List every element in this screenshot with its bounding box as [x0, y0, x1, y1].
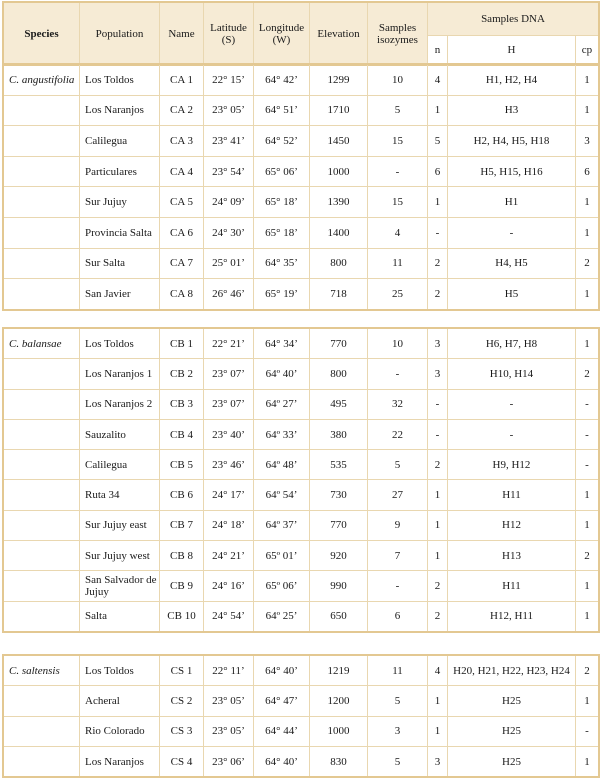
samples-isozymes-cell: 5 [368, 686, 428, 716]
latitude-cell: 24° 16’ [204, 571, 254, 601]
name-cell: CB 2 [160, 359, 204, 389]
species-cell [4, 571, 80, 601]
species-cell [4, 248, 80, 279]
longitude-cell: 64º 27’ [254, 389, 310, 419]
species-cell [4, 279, 80, 310]
table-row [4, 510, 599, 540]
species-cell [4, 389, 80, 419]
species-cell [4, 746, 80, 776]
table-row [4, 450, 599, 480]
population-cell: Los Naranjos [80, 746, 160, 776]
dna-h-cell: H25 [448, 716, 576, 746]
elevation-cell: 1000 [310, 156, 368, 187]
elevation-cell: 920 [310, 541, 368, 571]
dna-cp-cell: 1 [576, 480, 599, 510]
latitude-cell: 23° 06’ [204, 746, 254, 776]
longitude-cell: 64º 40’ [254, 359, 310, 389]
name-cell: CS 1 [160, 656, 204, 686]
elevation-cell: 1390 [310, 187, 368, 218]
name-cell: CA 4 [160, 156, 204, 187]
population-cell: Calilegua [80, 450, 160, 480]
elevation-cell: 1400 [310, 217, 368, 248]
latitude-cell: 24° 18’ [204, 510, 254, 540]
dna-n-cell: 2 [428, 601, 448, 631]
longitude-cell: 64° 52’ [254, 126, 310, 157]
dna-n-cell: 3 [428, 746, 448, 776]
header-longitude: Longitude (W) [254, 3, 310, 65]
dna-n-cell: 1 [428, 716, 448, 746]
species-cell [4, 359, 80, 389]
species-cell: C. angustifolia [4, 65, 80, 96]
elevation-cell: 495 [310, 389, 368, 419]
species-cell [4, 126, 80, 157]
latitude-cell: 24° 21’ [204, 541, 254, 571]
samples-isozymes-cell: 11 [368, 656, 428, 686]
name-cell: CB 1 [160, 329, 204, 359]
longitude-cell: 64° 40’ [254, 656, 310, 686]
latitude-cell: 23° 05’ [204, 95, 254, 126]
samples-isozymes-cell: - [368, 156, 428, 187]
dna-h-cell: H1, H2, H4 [448, 65, 576, 96]
latitude-cell: 23° 05’ [204, 686, 254, 716]
table-row [4, 480, 599, 510]
population-cell: Los Naranjos 2 [80, 389, 160, 419]
dna-h-cell: H13 [448, 541, 576, 571]
samples-isozymes-cell: 7 [368, 541, 428, 571]
elevation-cell: 770 [310, 329, 368, 359]
dna-n-cell: 1 [428, 510, 448, 540]
elevation-cell: 830 [310, 746, 368, 776]
samples-isozymes-cell: 4 [368, 217, 428, 248]
table-row [4, 65, 599, 96]
table-row [4, 126, 599, 157]
samples-isozymes-cell: 6 [368, 601, 428, 631]
samples-isozymes-cell: - [368, 571, 428, 601]
name-cell: CA 5 [160, 187, 204, 218]
longitude-cell: 65º 06’ [254, 571, 310, 601]
longitude-cell: 64° 51’ [254, 95, 310, 126]
dna-h-cell: - [448, 419, 576, 449]
latitude-cell: 23° 07’ [204, 359, 254, 389]
dna-n-cell: - [428, 389, 448, 419]
dna-n-cell: 2 [428, 450, 448, 480]
population-cell: Sur Jujuy west [80, 541, 160, 571]
header-species: Species [4, 3, 80, 65]
dna-n-cell: 1 [428, 480, 448, 510]
longitude-cell: 64° 35’ [254, 248, 310, 279]
latitude-cell: 24° 30’ [204, 217, 254, 248]
header-n: n [428, 36, 448, 65]
longitude-cell: 64º 37’ [254, 510, 310, 540]
samples-isozymes-cell: - [368, 359, 428, 389]
name-cell: CA 1 [160, 65, 204, 96]
dna-h-cell: H12, H11 [448, 601, 576, 631]
elevation-cell: 1299 [310, 65, 368, 96]
table-row [4, 656, 599, 686]
species-cell [4, 686, 80, 716]
population-cell: Sur Salta [80, 248, 160, 279]
elevation-cell: 1200 [310, 686, 368, 716]
table-row [4, 217, 599, 248]
population-cell: Ruta 34 [80, 480, 160, 510]
population-cell: Sauzalito [80, 419, 160, 449]
dna-cp-cell: 1 [576, 510, 599, 540]
elevation-cell: 990 [310, 571, 368, 601]
species-cell [4, 601, 80, 631]
name-cell: CA 2 [160, 95, 204, 126]
samples-isozymes-cell: 5 [368, 95, 428, 126]
latitude-cell: 23° 40’ [204, 419, 254, 449]
dna-n-cell: 1 [428, 95, 448, 126]
dna-cp-cell: - [576, 450, 599, 480]
samples-isozymes-cell: 15 [368, 126, 428, 157]
dna-cp-cell: 1 [576, 601, 599, 631]
elevation-cell: 1710 [310, 95, 368, 126]
dna-cp-cell: 1 [576, 95, 599, 126]
longitude-cell: 65º 01’ [254, 541, 310, 571]
header-name: Name [160, 3, 204, 65]
samples-isozymes-cell: 5 [368, 450, 428, 480]
dna-cp-cell: 2 [576, 359, 599, 389]
latitude-cell: 23° 07’ [204, 389, 254, 419]
table-row [4, 329, 599, 359]
dna-cp-cell: 1 [576, 187, 599, 218]
longitude-cell: 64º 54’ [254, 480, 310, 510]
group-table-angustifolia [3, 64, 599, 310]
longitude-cell: 65° 18’ [254, 217, 310, 248]
elevation-cell: 1000 [310, 716, 368, 746]
name-cell: CS 4 [160, 746, 204, 776]
elevation-cell: 380 [310, 419, 368, 449]
dna-cp-cell: 3 [576, 126, 599, 157]
latitude-cell: 22° 21’ [204, 329, 254, 359]
population-cell: Los Naranjos 1 [80, 359, 160, 389]
dna-n-cell: 2 [428, 248, 448, 279]
dna-cp-cell: 6 [576, 156, 599, 187]
dna-cp-cell: 1 [576, 217, 599, 248]
elevation-cell: 800 [310, 248, 368, 279]
population-cell: Los Toldos [80, 329, 160, 359]
dna-h-cell: H9, H12 [448, 450, 576, 480]
species-cell [4, 480, 80, 510]
name-cell: CB 7 [160, 510, 204, 540]
name-cell: CB 5 [160, 450, 204, 480]
dna-h-cell: H11 [448, 571, 576, 601]
header-samples-dna: Samples DNA [428, 3, 599, 36]
table-row [4, 95, 599, 126]
group-table-saltensis [3, 655, 599, 777]
population-cell: Particulares [80, 156, 160, 187]
table-row [4, 601, 599, 631]
dna-h-cell: H3 [448, 95, 576, 126]
header-latitude: Latitude (S) [204, 3, 254, 65]
elevation-cell: 535 [310, 450, 368, 480]
table-row [4, 419, 599, 449]
longitude-cell: 65° 06’ [254, 156, 310, 187]
species-cell [4, 450, 80, 480]
elevation-cell: 718 [310, 279, 368, 310]
population-cell: Salta [80, 601, 160, 631]
dna-cp-cell: - [576, 716, 599, 746]
dna-cp-cell: - [576, 419, 599, 449]
population-cell: Sur Jujuy east [80, 510, 160, 540]
table-row [4, 746, 599, 776]
dna-cp-cell: 1 [576, 686, 599, 716]
species-cell: C. balansae [4, 329, 80, 359]
name-cell: CB 4 [160, 419, 204, 449]
dna-n-cell: 5 [428, 126, 448, 157]
dna-h-cell: H11 [448, 480, 576, 510]
dna-n-cell: 4 [428, 65, 448, 96]
table-row [4, 187, 599, 218]
elevation-cell: 770 [310, 510, 368, 540]
table-row [4, 248, 599, 279]
samples-isozymes-cell: 32 [368, 389, 428, 419]
longitude-cell: 64° 40’ [254, 746, 310, 776]
header-h: H [448, 36, 576, 65]
elevation-cell: 1219 [310, 656, 368, 686]
dna-h-cell: H10, H14 [448, 359, 576, 389]
name-cell: CS 2 [160, 686, 204, 716]
dna-n-cell: 2 [428, 279, 448, 310]
header-population: Population [80, 3, 160, 65]
population-cell: San Salvador de Jujuy [80, 571, 160, 601]
table-row [4, 389, 599, 419]
dna-n-cell: - [428, 217, 448, 248]
dna-h-cell: H6, H7, H8 [448, 329, 576, 359]
dna-n-cell: 1 [428, 187, 448, 218]
name-cell: CA 7 [160, 248, 204, 279]
dna-cp-cell: - [576, 389, 599, 419]
elevation-cell: 1450 [310, 126, 368, 157]
table-row [4, 541, 599, 571]
longitude-cell: 64° 47’ [254, 686, 310, 716]
name-cell: CS 3 [160, 716, 204, 746]
elevation-cell: 800 [310, 359, 368, 389]
latitude-cell: 23° 41’ [204, 126, 254, 157]
header-samples-isozymes: Samples isozymes [368, 3, 428, 65]
dna-h-cell: H4, H5 [448, 248, 576, 279]
dna-n-cell: 6 [428, 156, 448, 187]
species-cell [4, 510, 80, 540]
samples-isozymes-cell: 11 [368, 248, 428, 279]
dna-h-cell: H1 [448, 187, 576, 218]
species-cell [4, 419, 80, 449]
dna-h-cell: H20, H21, H22, H23, H24 [448, 656, 576, 686]
table-header [3, 2, 599, 65]
table-row [4, 156, 599, 187]
dna-n-cell: 3 [428, 359, 448, 389]
longitude-cell: 64º 33’ [254, 419, 310, 449]
dna-cp-cell: 1 [576, 571, 599, 601]
latitude-cell: 24° 09’ [204, 187, 254, 218]
dna-h-cell: - [448, 217, 576, 248]
samples-isozymes-cell: 22 [368, 419, 428, 449]
species-cell: C. saltensis [4, 656, 80, 686]
dna-h-cell: - [448, 389, 576, 419]
dna-h-cell: H5, H15, H16 [448, 156, 576, 187]
longitude-cell: 64º 25’ [254, 601, 310, 631]
latitude-cell: 23° 05’ [204, 716, 254, 746]
population-cell: Los Toldos [80, 656, 160, 686]
table-row [4, 279, 599, 310]
population-cell: San Javier [80, 279, 160, 310]
species-cell [4, 541, 80, 571]
latitude-cell: 23° 54’ [204, 156, 254, 187]
samples-isozymes-cell: 27 [368, 480, 428, 510]
dna-cp-cell: 1 [576, 279, 599, 310]
name-cell: CB 9 [160, 571, 204, 601]
population-cell: Sur Jujuy [80, 187, 160, 218]
dna-cp-cell: 2 [576, 248, 599, 279]
samples-isozymes-cell: 25 [368, 279, 428, 310]
population-cell: Provincia Salta [80, 217, 160, 248]
longitude-cell: 64° 42’ [254, 65, 310, 96]
latitude-cell: 22° 11’ [204, 656, 254, 686]
table-row [4, 686, 599, 716]
elevation-cell: 650 [310, 601, 368, 631]
latitude-cell: 26° 46’ [204, 279, 254, 310]
samples-isozymes-cell: 10 [368, 329, 428, 359]
name-cell: CB 8 [160, 541, 204, 571]
name-cell: CB 3 [160, 389, 204, 419]
dna-cp-cell: 1 [576, 329, 599, 359]
name-cell: CB 6 [160, 480, 204, 510]
latitude-cell: 23° 46’ [204, 450, 254, 480]
latitude-cell: 25° 01’ [204, 248, 254, 279]
name-cell: CA 3 [160, 126, 204, 157]
dna-h-cell: H25 [448, 746, 576, 776]
longitude-cell: 64° 44’ [254, 716, 310, 746]
species-cell [4, 217, 80, 248]
table-row [4, 716, 599, 746]
header-cp: cp [576, 36, 599, 65]
species-cell [4, 156, 80, 187]
dna-n-cell: 1 [428, 686, 448, 716]
dna-n-cell: 1 [428, 541, 448, 571]
name-cell: CA 8 [160, 279, 204, 310]
species-cell [4, 95, 80, 126]
longitude-cell: 64º 48’ [254, 450, 310, 480]
dna-n-cell: 3 [428, 329, 448, 359]
longitude-cell: 64° 34’ [254, 329, 310, 359]
dna-n-cell: 4 [428, 656, 448, 686]
name-cell: CA 6 [160, 217, 204, 248]
dna-n-cell: - [428, 419, 448, 449]
table-row [4, 359, 599, 389]
name-cell: CB 10 [160, 601, 204, 631]
group-table-balansae [3, 328, 599, 632]
longitude-cell: 65° 18’ [254, 187, 310, 218]
latitude-cell: 24° 17’ [204, 480, 254, 510]
samples-isozymes-cell: 15 [368, 187, 428, 218]
species-cell [4, 187, 80, 218]
dna-cp-cell: 2 [576, 541, 599, 571]
samples-isozymes-cell: 3 [368, 716, 428, 746]
dna-cp-cell: 1 [576, 65, 599, 96]
header-elevation: Elevation [310, 3, 368, 65]
dna-h-cell: H25 [448, 686, 576, 716]
dna-h-cell: H12 [448, 510, 576, 540]
population-cell: Calilegua [80, 126, 160, 157]
dna-cp-cell: 1 [576, 746, 599, 776]
population-cell: Los Toldos [80, 65, 160, 96]
dna-h-cell: H5 [448, 279, 576, 310]
table-row [4, 571, 599, 601]
longitude-cell: 65° 19’ [254, 279, 310, 310]
latitude-cell: 24° 54’ [204, 601, 254, 631]
dna-n-cell: 2 [428, 571, 448, 601]
latitude-cell: 22° 15’ [204, 65, 254, 96]
samples-isozymes-cell: 9 [368, 510, 428, 540]
elevation-cell: 730 [310, 480, 368, 510]
samples-isozymes-cell: 5 [368, 746, 428, 776]
population-cell: Acheral [80, 686, 160, 716]
species-cell [4, 716, 80, 746]
population-cell: Rio Colorado [80, 716, 160, 746]
population-cell: Los Naranjos [80, 95, 160, 126]
dna-cp-cell: 2 [576, 656, 599, 686]
samples-isozymes-cell: 10 [368, 65, 428, 96]
dna-h-cell: H2, H4, H5, H18 [448, 126, 576, 157]
